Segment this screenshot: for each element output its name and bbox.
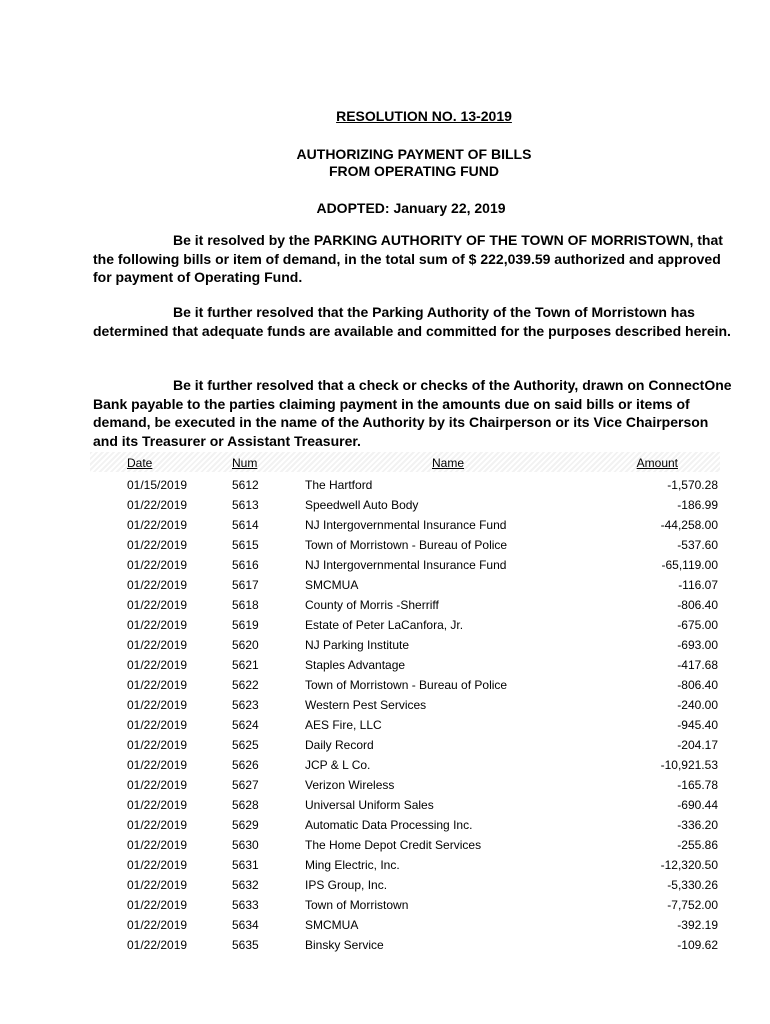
cell-date: 01/22/2019 bbox=[127, 558, 188, 572]
cell-num: 5616 bbox=[232, 558, 259, 572]
cell-amount: -806.40 bbox=[677, 678, 718, 692]
table-row bbox=[0, 756, 770, 776]
cell-date: 01/22/2019 bbox=[127, 678, 188, 692]
table-row bbox=[0, 556, 770, 576]
resolution-subtitle-line2: FROM OPERATING FUND bbox=[328, 163, 500, 179]
cell-name: The Hartford bbox=[305, 478, 373, 492]
cell-date: 01/22/2019 bbox=[127, 898, 188, 912]
cell-num: 5626 bbox=[232, 758, 259, 772]
header-name: Name bbox=[432, 456, 465, 470]
cell-num: 5615 bbox=[232, 538, 259, 552]
cell-name: NJ Intergovernmental Insurance Fund bbox=[305, 518, 507, 532]
cell-amount: -7,752.00 bbox=[667, 898, 718, 912]
cell-date: 01/22/2019 bbox=[127, 638, 188, 652]
table-row bbox=[0, 876, 770, 896]
table-row bbox=[0, 696, 770, 716]
cell-amount: -945.40 bbox=[677, 718, 718, 732]
cell-amount: -1,570.28 bbox=[667, 478, 718, 492]
cell-num: 5617 bbox=[232, 578, 259, 592]
paragraph-funds-available: Be it further resolved that the Parking Authority of the Town of Morristown has determined that adequate funds are available and committed for the purposes described herein. bbox=[93, 304, 731, 339]
cell-num: 5620 bbox=[232, 638, 259, 652]
cell-date: 01/22/2019 bbox=[127, 578, 188, 592]
cell-date: 01/22/2019 bbox=[127, 498, 188, 512]
cell-num: 5624 bbox=[232, 718, 259, 732]
cell-date: 01/22/2019 bbox=[127, 818, 188, 832]
cell-name: Town of Morristown bbox=[305, 898, 409, 912]
cell-name: NJ Parking Institute bbox=[305, 638, 410, 652]
cell-date: 01/22/2019 bbox=[127, 918, 188, 932]
cell-name: Estate of Peter LaCanfora, Jr. bbox=[305, 618, 464, 632]
cell-date: 01/22/2019 bbox=[127, 778, 188, 792]
resolution-subtitle-line1: AUTHORIZING PAYMENT OF BILLS bbox=[296, 146, 532, 162]
cell-num: 5630 bbox=[232, 838, 259, 852]
cell-amount: -693.00 bbox=[677, 638, 718, 652]
cell-name: Western Pest Services bbox=[305, 698, 427, 712]
table-row bbox=[0, 496, 770, 516]
cell-num: 5622 bbox=[232, 678, 259, 692]
cell-date: 01/22/2019 bbox=[127, 758, 188, 772]
table-row bbox=[0, 536, 770, 556]
table-row bbox=[0, 576, 770, 596]
cell-num: 5614 bbox=[232, 518, 259, 532]
cell-amount: -12,320.50 bbox=[660, 858, 718, 872]
cell-name: SMCMUA bbox=[305, 918, 359, 932]
cell-amount: -336.20 bbox=[677, 818, 718, 832]
resolution-title: RESOLUTION NO. 13-2019 bbox=[336, 108, 512, 124]
cell-date: 01/22/2019 bbox=[127, 858, 188, 872]
table-row bbox=[0, 596, 770, 616]
cell-name: Verizon Wireless bbox=[305, 778, 395, 792]
cell-num: 5627 bbox=[232, 778, 259, 792]
cell-name: Ming Electric, Inc. bbox=[305, 858, 400, 872]
table-row bbox=[0, 796, 770, 816]
cell-amount: -5,330.26 bbox=[667, 878, 718, 892]
cell-amount: -186.99 bbox=[677, 498, 718, 512]
cell-amount: -537.60 bbox=[677, 538, 718, 552]
cell-date: 01/22/2019 bbox=[127, 618, 188, 632]
cell-name: Daily Record bbox=[305, 738, 374, 752]
table-row bbox=[0, 856, 770, 876]
cell-num: 5632 bbox=[232, 878, 259, 892]
cell-amount: -165.78 bbox=[677, 778, 718, 792]
cell-num: 5621 bbox=[232, 658, 259, 672]
cell-amount: -690.44 bbox=[677, 798, 718, 812]
cell-date: 01/22/2019 bbox=[127, 718, 188, 732]
cell-amount: -44,258.00 bbox=[660, 518, 718, 532]
cell-amount: -240.00 bbox=[677, 698, 718, 712]
cell-name: SMCMUA bbox=[305, 578, 359, 592]
cell-num: 5623 bbox=[232, 698, 259, 712]
cell-name: Automatic Data Processing Inc. bbox=[305, 818, 473, 832]
cell-num: 5619 bbox=[232, 618, 259, 632]
cell-amount: -109.62 bbox=[677, 938, 718, 952]
cell-date: 01/22/2019 bbox=[127, 878, 188, 892]
cell-num: 5629 bbox=[232, 818, 259, 832]
cell-name: Universal Uniform Sales bbox=[305, 798, 434, 812]
cell-name: The Home Depot Credit Services bbox=[305, 838, 482, 852]
cell-num: 5618 bbox=[232, 598, 259, 612]
cell-num: 5612 bbox=[232, 478, 259, 492]
bills-table-body bbox=[0, 476, 770, 956]
adopted-date: ADOPTED: January 22, 2019 bbox=[316, 200, 506, 216]
header-num: Num bbox=[232, 456, 258, 470]
cell-name: Staples Advantage bbox=[305, 658, 406, 672]
cell-amount: -392.19 bbox=[677, 918, 718, 932]
cell-name: AES Fire, LLC bbox=[305, 718, 382, 732]
cell-num: 5628 bbox=[232, 798, 259, 812]
cell-num: 5625 bbox=[232, 738, 259, 752]
cell-date: 01/22/2019 bbox=[127, 658, 188, 672]
table-row bbox=[0, 776, 770, 796]
cell-num: 5634 bbox=[232, 918, 259, 932]
table-row bbox=[0, 836, 770, 856]
cell-name: County of Morris -Sherriff bbox=[305, 598, 439, 612]
cell-amount: -65,119.00 bbox=[661, 558, 718, 572]
cell-amount: -806.40 bbox=[677, 598, 718, 612]
cell-amount: -675.00 bbox=[677, 618, 718, 632]
header-date: Date bbox=[127, 456, 153, 470]
table-row bbox=[0, 616, 770, 636]
table-row bbox=[0, 516, 770, 536]
cell-amount: -204.17 bbox=[677, 738, 718, 752]
cell-date: 01/22/2019 bbox=[127, 938, 188, 952]
cell-name: JCP & L Co. bbox=[305, 758, 371, 772]
table-row bbox=[0, 936, 770, 956]
table-row bbox=[0, 816, 770, 836]
table-row bbox=[0, 676, 770, 696]
cell-name: Town of Morristown - Bureau of Police bbox=[305, 538, 508, 552]
cell-date: 01/22/2019 bbox=[127, 798, 188, 812]
cell-date: 01/22/2019 bbox=[127, 738, 188, 752]
table-row bbox=[0, 916, 770, 936]
table-row bbox=[0, 716, 770, 736]
table-header bbox=[90, 452, 720, 472]
cell-amount: -10,921.53 bbox=[660, 758, 718, 772]
cell-date: 01/22/2019 bbox=[127, 698, 188, 712]
cell-date: 01/15/2019 bbox=[127, 478, 188, 492]
cell-amount: -116.07 bbox=[678, 578, 718, 592]
cell-num: 5631 bbox=[232, 858, 259, 872]
cell-name: Speedwell Auto Body bbox=[305, 498, 419, 512]
paragraph-check-execution: Be it further resolved that a check or checks of the Authority, drawn on ConnectOne Bank payable to the parties claiming payment in the amounts due on said bills or items of demand, be executed in the name of the Authority by its Chairperson or its Vice Chairperson and its Treasurer or Assistant Treasurer. bbox=[93, 377, 732, 449]
cell-amount: -417.68 bbox=[677, 658, 718, 672]
cell-name: IPS Group, Inc. bbox=[305, 878, 388, 892]
cell-name: Binsky Service bbox=[305, 938, 384, 952]
cell-name: Town of Morristown - Bureau of Police bbox=[305, 678, 508, 692]
table-row bbox=[0, 476, 770, 496]
cell-name: NJ Intergovernmental Insurance Fund bbox=[305, 558, 507, 572]
table-row bbox=[0, 636, 770, 656]
cell-date: 01/22/2019 bbox=[127, 518, 188, 532]
cell-num: 5613 bbox=[232, 498, 259, 512]
cell-date: 01/22/2019 bbox=[127, 838, 188, 852]
table-row bbox=[0, 736, 770, 756]
table-row bbox=[0, 896, 770, 916]
cell-amount: -255.86 bbox=[677, 838, 718, 852]
cell-date: 01/22/2019 bbox=[127, 538, 188, 552]
cell-date: 01/22/2019 bbox=[127, 598, 188, 612]
table-row bbox=[0, 656, 770, 676]
cell-num: 5635 bbox=[232, 938, 259, 952]
header-amount: Amount bbox=[636, 456, 678, 470]
cell-num: 5633 bbox=[232, 898, 259, 912]
paragraph-resolved: Be it resolved by the PARKING AUTHORITY OF THE TOWN OF MORRISTOWN, that the following bills or item of demand, in the total sum of $ 222,039.59 authorized and approved for payment of Operating Fund. bbox=[93, 232, 723, 285]
